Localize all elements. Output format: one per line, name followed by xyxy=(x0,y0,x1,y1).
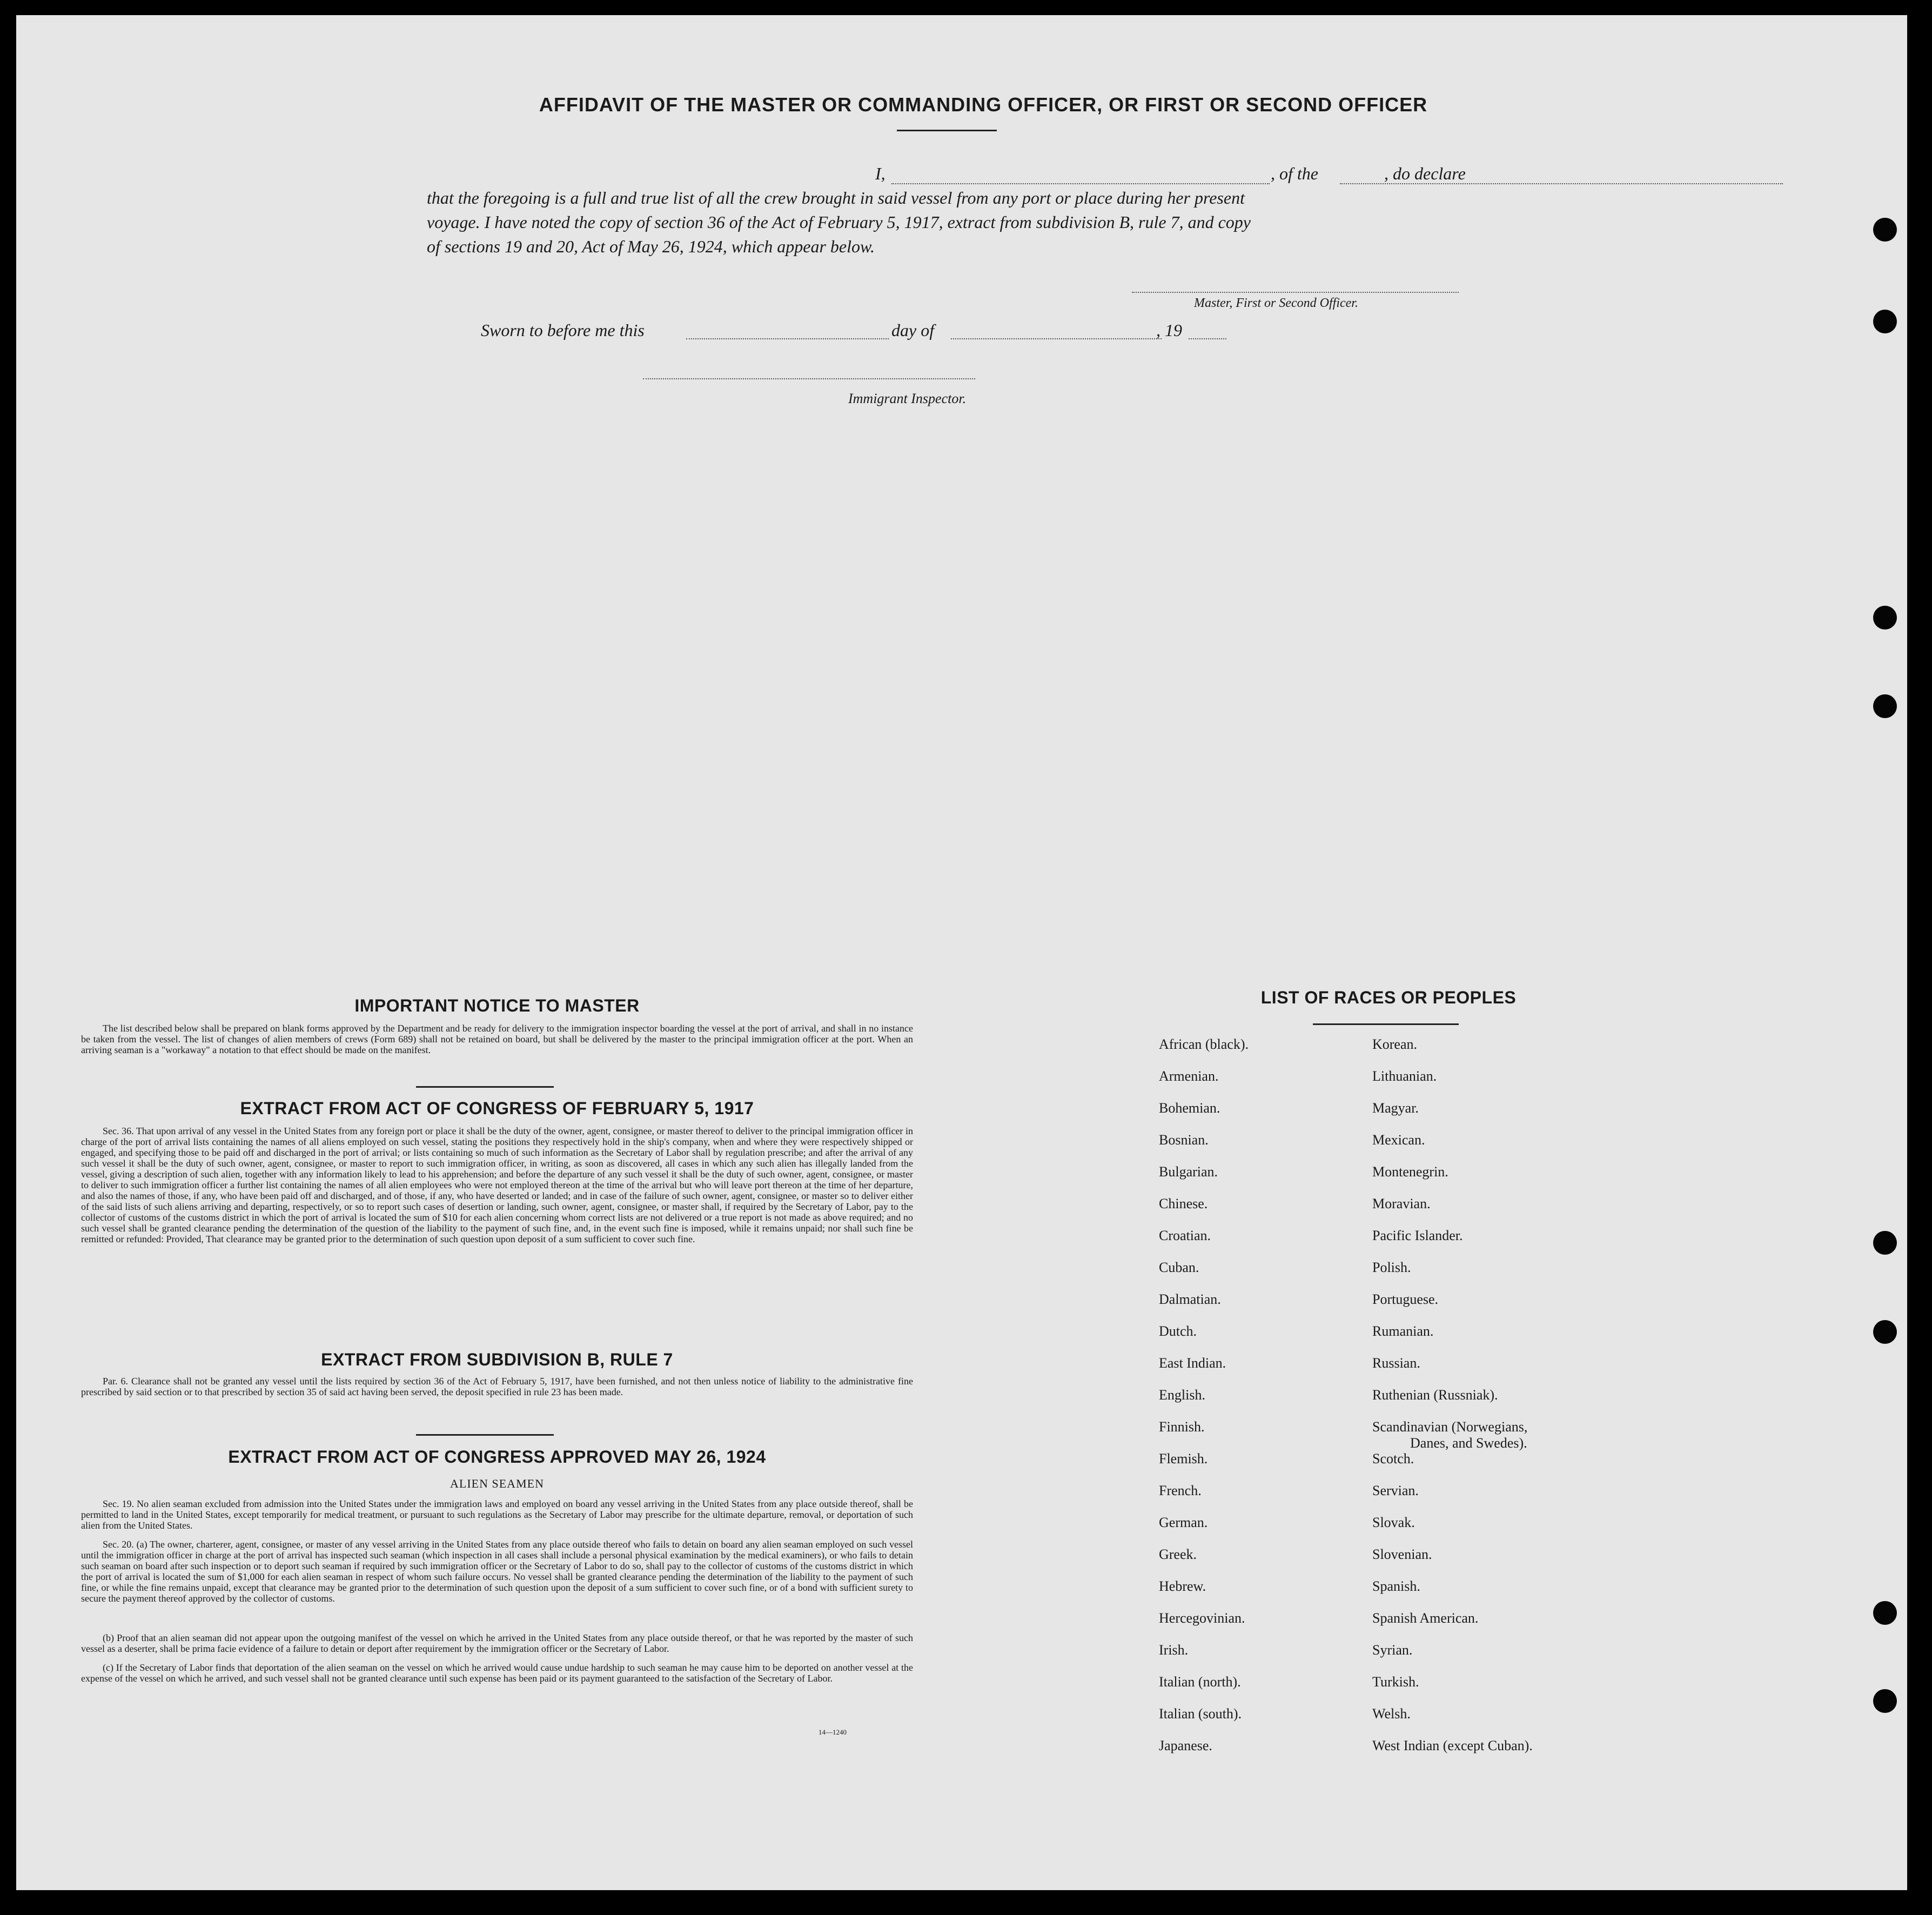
declarant-pronoun: I, xyxy=(875,164,886,183)
race-item: Turkish. xyxy=(1372,1674,1419,1690)
race-item: African (black). xyxy=(1159,1036,1249,1052)
race-item: Ruthenian (Russniak). xyxy=(1372,1387,1498,1403)
races-title: LIST OF RACES OR PEOPLES xyxy=(1260,988,1517,1007)
extract-1924-title: EXTRACT FROM ACT OF CONGRESS APPROVED MAY 26, 1924 xyxy=(228,1447,766,1467)
race-scandinavian-continued: Danes, and Swedes). xyxy=(1410,1435,1527,1451)
inspector-signature-field[interactable] xyxy=(643,378,975,379)
race-item: Magyar. xyxy=(1372,1100,1419,1116)
race-item: Scotch. xyxy=(1372,1451,1414,1467)
race-item: Welsh. xyxy=(1372,1706,1411,1722)
race-item: Moravian. xyxy=(1372,1196,1431,1211)
sec19-body: Sec. 19. No alien seaman excluded from admission into the United States under the immigration laws and employed on board any vessel arriving in the United States from any place outside thereof, shall be permitted to land in the United States, except temporarily for medical treatment, or pursuant to such regulations as the Secretary of Labor may prescribe for the ultimate departure, removal, or deportation of such alien from the United States. xyxy=(81,1498,913,1531)
document-page xyxy=(16,15,1907,1890)
alien-seamen-subtitle: ALIEN SEAMEN xyxy=(450,1477,544,1490)
race-item: Armenian. xyxy=(1159,1068,1219,1084)
race-item: West Indian (except Cuban). xyxy=(1372,1738,1533,1753)
race-item: Slovenian. xyxy=(1372,1546,1432,1562)
race-item: Polish. xyxy=(1372,1260,1411,1275)
declaration-line-3: voyage. I have noted the copy of section 36 of the Act of February 5, 1917, extract from subdivision B, rule 7, and copy xyxy=(427,212,1251,232)
rule7-divider xyxy=(416,1434,554,1436)
extract-rule7-title: EXTRACT FROM SUBDIVISION B, RULE 7 xyxy=(321,1350,673,1369)
race-item: French. xyxy=(1159,1483,1202,1498)
race-item: Hebrew. xyxy=(1159,1578,1206,1594)
race-item: Portuguese. xyxy=(1372,1291,1439,1307)
race-item: Lithuanian. xyxy=(1372,1068,1437,1084)
race-item: Dutch. xyxy=(1159,1323,1197,1339)
race-item: Chinese. xyxy=(1159,1196,1208,1211)
race-item: Scandinavian (Norwegians, xyxy=(1372,1419,1528,1435)
sworn-prefix: Sworn to before me this xyxy=(481,320,645,340)
race-item: Rumanian. xyxy=(1372,1323,1434,1339)
race-item: Pacific Islander. xyxy=(1372,1228,1463,1243)
sec20a-body: Sec. 20. (a) The owner, charterer, agent, consignee, or master of any vessel arriving in the United States from any place outside thereof who fails to detain on board any alien seaman employed on such vessel until the immigration officer in charge at the port of arrival has inspected such seaman (which inspection in all cases shall include a personal physical examination by the medical examiners), or who fails to detain such seaman on board after such inspection or to deport such seaman if required by such immigration officer or the Secretary of Labor to do so, shall pay to the collector of customs of the customs district in which the port of arrival is located the sum of $1,000 for each alien seaman in respect of whom such failure occurs. No vessel shall be granted clearance pending the determination of the liability to the payment of such fine, or while the fine remains unpaid, except that clearance may be granted prior to the determination of such question upon the deposit of a sum sufficient to cover such fine, or of a bond with sufficient surety to secure the payment thereof approved by the collector of customs. xyxy=(81,1539,913,1604)
title-divider xyxy=(897,130,997,131)
of-the-label: , of the xyxy=(1271,164,1318,183)
sec20c-body: (c) If the Secretary of Labor finds that deportation of the alien seaman on the vessel on which he arrived would cause undue hardship to such seaman he may cause him to be deported on another vessel at the expense of the vessel on which he arrived, and such vessel shall not be granted clearance until such expense has been paid or its payment guaranteed to the satisfaction of the Secretary of Labor. xyxy=(81,1662,913,1684)
signature-caption: Master, First or Second Officer. xyxy=(1194,296,1358,310)
race-item: Spanish American. xyxy=(1372,1610,1479,1626)
sworn-year-field[interactable] xyxy=(1189,338,1226,339)
binder-hole xyxy=(1873,1601,1897,1625)
binder-hole xyxy=(1873,1689,1897,1713)
binder-hole xyxy=(1873,694,1897,718)
notice-divider xyxy=(416,1086,554,1088)
year-prefix: , 19 xyxy=(1156,320,1182,340)
races-divider xyxy=(1313,1023,1459,1025)
binder-hole xyxy=(1873,606,1897,630)
race-item: Montenegrin. xyxy=(1372,1164,1448,1180)
extract-1917-title: EXTRACT FROM ACT OF CONGRESS OF FEBRUARY 5, 1917 xyxy=(240,1099,754,1118)
race-item: Korean. xyxy=(1372,1036,1418,1052)
race-item: Russian. xyxy=(1372,1355,1420,1371)
declarant-name-field[interactable] xyxy=(891,183,1270,184)
affidavit-title: AFFIDAVIT OF THE MASTER OR COMMANDING OFFICER, OR FIRST OR SECOND OFFICER xyxy=(539,93,1428,116)
race-item: Syrian. xyxy=(1372,1642,1413,1658)
extract-1917-body: Sec. 36. That upon arrival of any vessel in the United States from any foreign port or place it shall be the duty of the owner, agent, consignee, or master thereof to deliver to the principal immigration officer in charge of the port of arrival lists containing the names of all aliens employed on such vessel, stating the positions they respectively hold in the ship's company, when and where they were respectively shipped or engaged, and specifying those to be paid off and discharged in the port of arrival; or lists containing so much of such information as the Secretary of Labor shall by regulation prescribe; and after the arrival of any such vessel it shall be the duty of such owner, agent, consignee, or master to report to such immigration officer, in writing, as soon as discovered, all cases in which any such alien has illegally landed from the vessel, giving a description of such alien, together with any information likely to lead to his apprehension; and before the departure of any such vessel it shall be the duty of such owner, agent, consignee, or master to deliver to such immigration officer a further list containing the names of all alien employees who were not employed thereon at the time of the arrival but who will leave port thereon at the time of her departure, and also the names of those, if any, who have been paid off and discharged, and of those, if any, who have deserted or landed; and in case of the failure of such owner, agent, consignee, or master so to deliver either of the said lists of such aliens arriving and departing, respectively, or so to report such cases of desertion or landing, such owner, agent, consignee, or master shall, if required by the Secretary of Labor, pay to the collector of customs of the customs district in which the port of arrival is located the sum of $10 for each alien concerning whom correct lists are not delivered or a true report is not made as above required; and no such vessel shall be granted clearance pending the determination of the question of the liability to the payment of such fine, and, in the event such fine is imposed, while it remains unpaid; nor shall such fine be remitted or refunded: Provided, That clearance may be granted prior to the determination of such question upon deposit of a sum sufficient to cover such fine. xyxy=(81,1126,913,1244)
race-item: Hercegovinian. xyxy=(1159,1610,1245,1626)
race-item: Finnish. xyxy=(1159,1419,1205,1435)
binder-hole xyxy=(1873,1320,1897,1344)
form-number: 14—1240 xyxy=(819,1728,847,1736)
race-item: Dalmatian. xyxy=(1159,1291,1221,1307)
race-item: Bohemian. xyxy=(1159,1100,1220,1116)
race-item: Greek. xyxy=(1159,1546,1197,1562)
race-item: Japanese. xyxy=(1159,1738,1212,1753)
declaration-line-2: that the foregoing is a full and true list of all the crew brought in said vessel from any port or place during her present xyxy=(427,188,1245,207)
binder-hole xyxy=(1873,218,1897,242)
inspector-caption: Immigrant Inspector. xyxy=(848,391,967,406)
sec20b-body: (b) Proof that an alien seaman did not appear upon the outgoing manifest of the vessel on which he arrived in the United States from any place outside thereof, or that he was reported by the master of such vessel as a deserter, shall be prima facie evidence of a failure to detain or deport after requirement by the immigration officer or the Secretary of Labor. xyxy=(81,1632,913,1654)
race-item: Spanish. xyxy=(1372,1578,1420,1594)
day-of-label: day of xyxy=(891,320,935,340)
race-item: Bulgarian. xyxy=(1159,1164,1218,1180)
do-declare-label: , do declare xyxy=(1384,164,1466,183)
master-signature-field[interactable] xyxy=(1132,292,1459,293)
sworn-day-field[interactable] xyxy=(686,338,889,339)
race-item: Servian. xyxy=(1372,1483,1419,1498)
race-item: Irish. xyxy=(1159,1642,1189,1658)
declaration-line-4: of sections 19 and 20, Act of May 26, 1924, which appear below. xyxy=(427,237,875,256)
race-item: Mexican. xyxy=(1372,1132,1425,1148)
notice-title: IMPORTANT NOTICE TO MASTER xyxy=(354,996,640,1015)
race-item: Bosnian. xyxy=(1159,1132,1209,1148)
race-item: Cuban. xyxy=(1159,1260,1199,1275)
race-item: Croatian. xyxy=(1159,1228,1211,1243)
race-item: Italian (south). xyxy=(1159,1706,1242,1722)
sworn-month-field[interactable] xyxy=(951,338,1162,339)
race-item: Italian (north). xyxy=(1159,1674,1241,1690)
notice-body: The list described below shall be prepared on blank forms approved by the Department and be ready for delivery to the immigration inspector boarding the vessel at the port of arrival, and shall in no instance be taken from the vessel. The list of changes of alien members of crews (Form 689) shall not be retained on board, but shall be delivered by the master to the principal immigration officer at the port. When an arriving seaman is a "workaway" a notation to that effect should be made on the manifest. xyxy=(81,1023,913,1055)
binder-hole xyxy=(1873,310,1897,333)
binder-hole xyxy=(1873,1231,1897,1255)
race-item: German. xyxy=(1159,1515,1208,1530)
race-item: Flemish. xyxy=(1159,1451,1208,1467)
race-item: East Indian. xyxy=(1159,1355,1226,1371)
race-item: English. xyxy=(1159,1387,1205,1403)
race-item: Slovak. xyxy=(1372,1515,1415,1530)
extract-rule7-body: Par. 6. Clearance shall not be granted any vessel until the lists required by section 36 of the Act of February 5, 1917, have been furnished, and not then unless notice of liability to the administrative fine prescribed by said section or to that prescribed by section 35 of said act having been served, the deposit specified in rule 23 has been made. xyxy=(81,1376,913,1397)
